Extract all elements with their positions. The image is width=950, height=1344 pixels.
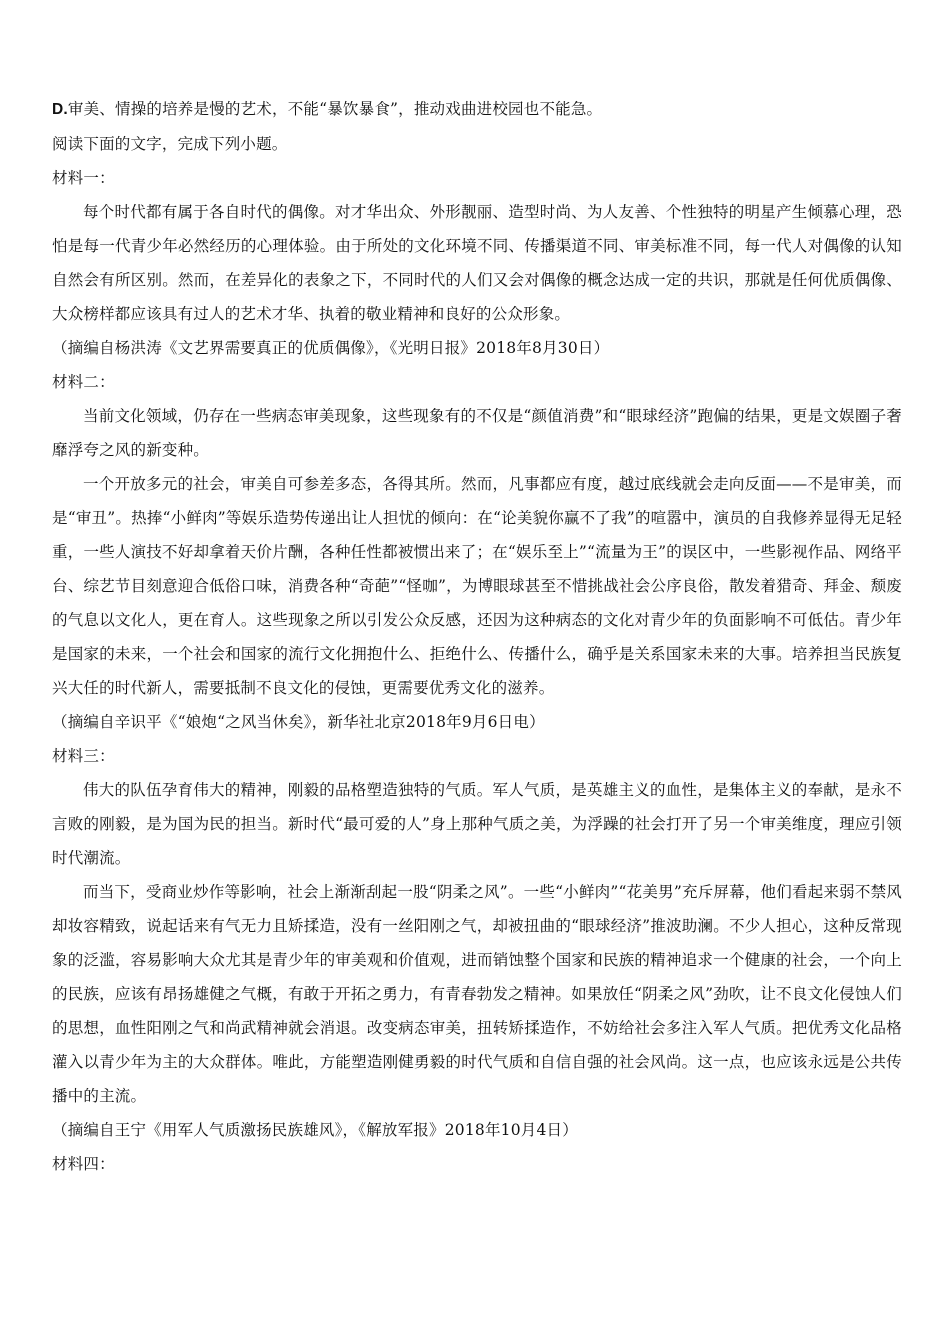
reading-instruction: 阅读下面的文字，完成下列小题。	[52, 135, 288, 153]
material-4-heading: 材料四：	[52, 1155, 115, 1173]
option-d	[52, 92, 902, 127]
material-2-source: （摘编自辛识平《“娘炮“之风当休矣》，新华社北京2018年9月6日电）	[52, 713, 545, 731]
material-3-heading: 材料三：	[52, 747, 115, 765]
material-3-source: （摘编自王宁《用军人气质激扬民族雄风》，《解放军报》2018年10月4日）	[52, 1121, 578, 1139]
material-1-source: （摘编自杨洪涛《文艺界需要真正的优质偶像》，《光明日报》2018年8月30日）	[52, 339, 610, 357]
material-2-paragraph-1: 当前文化领域，仍存在一些病态审美现象，这些现象有的不仅是“颜值消费”和“眼球经济”跑偏的结果，更是文娱圈子奢靡浮夸之风的新变种。	[52, 407, 902, 459]
material-2-paragraph-2: 一个开放多元的社会，审美自可参差多态，各得其所。然而，凡事都应有度，越过底线就会走向反面——不是审美，而是“审丑”。热捧“小鲜肉”等娱乐造势传递出让人担忧的倾向：在“论美貌你赢不了我”的喧嚣中，演员的自我修养显得无足轻重，一些人演技不好却拿着天价片酬，各种任性都被惯出来了；在“娱乐至上”“流量为王”的误区中，一些影视作品、网络平台、综艺节目刻意迎合低俗口味，消费各种“奇葩”“怪咖”，为博眼球甚至不惜挑战社会公序良俗，散发着猎奇、拜金、颓废的气息以文化人，更在育人。这些现象之所以引发公众反感，还因为这种病态的文化对青少年的负面影响不可低估。青少年是国家的未来，一个社会和国家的流行文化拥抱什么、拒绝什么、传播什么，确乎是关系国家未来的大事。培养担当民族复兴大任的时代新人，需要抵制不良文化的侵蚀，更需要优秀文化的滋养。	[52, 475, 902, 697]
material-3-paragraph-2: 而当下，受商业炒作等影响，社会上渐渐刮起一股“阴柔之风”。一些“小鲜肉”“花美男”充斥屏幕，他们看起来弱不禁风却妆容精致，说起话来有气无力且矫揉造，没有一丝阳刚之气，却被扭曲的“眼球经济”推波助澜。不少人担心，这种反常现象的泛滥，容易影响大众尤其是青少年的审美观和价值观，进而销蚀整个国家和民族的精神追求一个健康的社会，一个向上的民族，应该有昂扬雄健之气概，有敢于开拓之勇力，有青春勃发之精神。如果放任“阴柔之风”劲吹，让不良文化侵蚀人们的思想，血性阳刚之气和尚武精神就会消退。改变病态审美，扭转矫揉造作，不妨给社会多注入军人气质。把优秀文化品格灌入以青少年为主的大众群体。唯此，方能塑造刚健勇毅的时代气质和自信自强的社会风尚。这一点，也应该永远是公共传播中的主流。	[52, 883, 902, 1105]
option-d-text: 审美、情操的培养是慢的艺术，不能“暴饮暴食”，推动戏曲进校园也不能急。	[67, 100, 603, 118]
option-d-letter: D.	[52, 101, 68, 118]
material-2-heading: 材料二：	[52, 373, 115, 391]
material-1-heading: 材料一：	[52, 169, 115, 187]
material-3-paragraph-1: 伟大的队伍孕育伟大的精神，刚毅的品格塑造独特的气质。军人气质，是英雄主义的血性，是集体主义的奉献，是永不言败的刚毅，是为国为民的担当。新时代“最可爱的人”身上那种气质之美，为浮躁的社会打开了另一个审美维度，理应引领时代潮流。	[52, 781, 902, 867]
material-1-paragraph-1: 每个时代都有属于各自时代的偶像。对才华出众、外形靓丽、造型时尚、为人友善、个性独特的明星产生倾慕心理，恐怕是每一代青少年必然经历的心理体验。由于所处的文化环境不同、传播渠道不同、审美标准不同，每一代人对偶像的认知自然会有所区别。然而，在差异化的表象之下，不同时代的人们又会对偶像的概念达成一定的共识，那就是任何优质偶像、大众榜样都应该具有过人的艺术才华、执着的敬业精神和良好的公众形象。	[52, 203, 902, 323]
